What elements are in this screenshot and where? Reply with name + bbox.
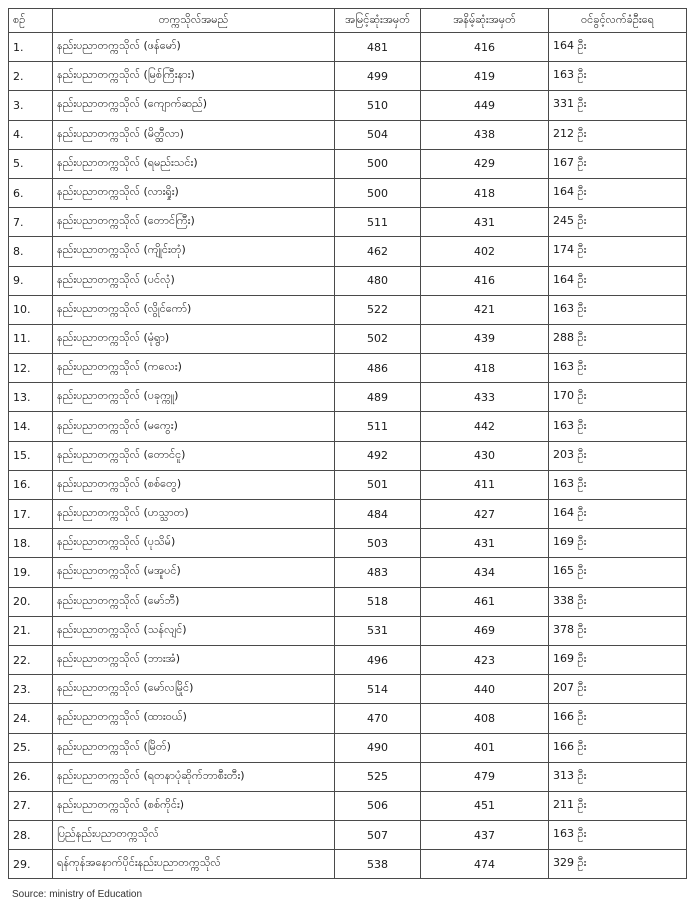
cell-university-name: နည်းပညာတက္ကသိုလ် (ကျောက်ဆည်)	[53, 91, 335, 120]
table-row	[9, 821, 687, 850]
table-row	[9, 237, 687, 266]
table-row	[9, 500, 687, 529]
table-row	[9, 558, 687, 587]
cell-admitted-count: 166 ဦး	[549, 704, 687, 733]
cell-serial: 7.	[9, 208, 53, 237]
cell-admitted-count: 338 ဦး	[549, 587, 687, 616]
table-row	[9, 850, 687, 879]
cell-university-name: နည်းပညာတက္ကသိုလ် (ကလေး)	[53, 354, 335, 383]
table-row	[9, 91, 687, 120]
cell-highest-mark: 483	[335, 558, 421, 587]
cell-lowest-mark: 469	[421, 616, 549, 645]
table-row	[9, 208, 687, 237]
cell-lowest-mark: 434	[421, 558, 549, 587]
cell-admitted-count: 207 ဦး	[549, 675, 687, 704]
cell-lowest-mark: 449	[421, 91, 549, 120]
cell-university-name: နည်းပညာတက္ကသိုလ် (ရမည်းသင်း)	[53, 149, 335, 178]
cell-lowest-mark: 429	[421, 149, 549, 178]
cell-lowest-mark: 430	[421, 441, 549, 470]
cell-serial: 4.	[9, 120, 53, 149]
cell-admitted-count: 163 ဦး	[549, 354, 687, 383]
table-row	[9, 616, 687, 645]
table-row	[9, 354, 687, 383]
header-admitted-count: ဝင်ခွင့်လက်ခံဦးရေ	[549, 9, 687, 33]
cell-admitted-count: 331 ဦး	[549, 91, 687, 120]
table-row	[9, 383, 687, 412]
cell-highest-mark: 484	[335, 500, 421, 529]
table-row	[9, 529, 687, 558]
cell-lowest-mark: 416	[421, 266, 549, 295]
cell-highest-mark: 500	[335, 149, 421, 178]
cell-university-name: နည်းပညာတက္ကသိုလ် (ထားဝယ်)	[53, 704, 335, 733]
table-row	[9, 295, 687, 324]
cell-highest-mark: 538	[335, 850, 421, 879]
cell-highest-mark: 525	[335, 762, 421, 791]
cell-university-name: နည်းပညာတက္ကသိုလ် (တောင်ကြီး)	[53, 208, 335, 237]
cell-highest-mark: 522	[335, 295, 421, 324]
cell-serial: 18.	[9, 529, 53, 558]
cell-lowest-mark: 479	[421, 762, 549, 791]
cell-lowest-mark: 461	[421, 587, 549, 616]
cell-serial: 19.	[9, 558, 53, 587]
table-body	[9, 33, 687, 879]
cell-highest-mark: 501	[335, 470, 421, 499]
cell-highest-mark: 531	[335, 616, 421, 645]
cell-highest-mark: 489	[335, 383, 421, 412]
cell-highest-mark: 507	[335, 821, 421, 850]
cell-lowest-mark: 427	[421, 500, 549, 529]
cell-university-name: နည်းပညာတက္ကသိုလ် (ရတနာပုံဆိုက်ဘာစီးတီး)	[53, 762, 335, 791]
header-row	[9, 9, 687, 33]
cell-lowest-mark: 437	[421, 821, 549, 850]
cell-admitted-count: 166 ဦး	[549, 733, 687, 762]
cell-university-name: နည်းပညာတက္ကသိုလ် (လားရှိုး)	[53, 178, 335, 207]
cell-serial: 3.	[9, 91, 53, 120]
cell-highest-mark: 470	[335, 704, 421, 733]
cell-university-name: နည်းပညာတက္ကသိုလ် (မော်ဘီ)	[53, 587, 335, 616]
header-serial: စဉ်	[9, 9, 53, 33]
cell-highest-mark: 499	[335, 62, 421, 91]
cell-serial: 17.	[9, 500, 53, 529]
cell-highest-mark: 503	[335, 529, 421, 558]
cell-university-name: နည်းပညာတက္ကသိုလ် (ကျိုင်းတုံ)	[53, 237, 335, 266]
cell-admitted-count: 203 ဦး	[549, 441, 687, 470]
cell-admitted-count: 378 ဦး	[549, 616, 687, 645]
cell-university-name: နည်းပညာတက္ကသိုလ် (ဟသ္သာတ)	[53, 500, 335, 529]
cell-serial: 28.	[9, 821, 53, 850]
cell-university-name: ရန်ကုန်အနောက်ပိုင်းနည်းပညာတက္ကသိုလ်	[53, 850, 335, 879]
cell-admitted-count: 170 ဦး	[549, 383, 687, 412]
table-row	[9, 675, 687, 704]
cell-serial: 13.	[9, 383, 53, 412]
table-row	[9, 33, 687, 62]
cell-university-name: နည်းပညာတက္ကသိုလ် (မုံရွာ)	[53, 324, 335, 353]
cell-university-name: နည်းပညာတက္ကသိုလ် (မြိတ်)	[53, 733, 335, 762]
cell-highest-mark: 511	[335, 412, 421, 441]
cell-admitted-count: 288 ဦး	[549, 324, 687, 353]
cell-admitted-count: 165 ဦး	[549, 558, 687, 587]
cell-lowest-mark: 474	[421, 850, 549, 879]
cell-lowest-mark: 433	[421, 383, 549, 412]
cell-university-name: နည်းပညာတက္ကသိုလ် (လွိုင်ကော်)	[53, 295, 335, 324]
cell-admitted-count: 163 ဦး	[549, 821, 687, 850]
cell-serial: 29.	[9, 850, 53, 879]
cell-serial: 12.	[9, 354, 53, 383]
table-row	[9, 266, 687, 295]
table-row	[9, 149, 687, 178]
cell-lowest-mark: 431	[421, 529, 549, 558]
cell-lowest-mark: 438	[421, 120, 549, 149]
cell-admitted-count: 163 ဦး	[549, 470, 687, 499]
cell-lowest-mark: 418	[421, 178, 549, 207]
cell-university-name: နည်းပညာတက္ကသိုလ် (သန်လျင်)	[53, 616, 335, 645]
table-row	[9, 791, 687, 820]
cell-university-name: နည်းပညာတက္ကသိုလ် (စစ်တွေ)	[53, 470, 335, 499]
table-row	[9, 645, 687, 674]
cell-university-name: နည်းပညာတက္ကသိုလ် (တောင်ငူ)	[53, 441, 335, 470]
cell-admitted-count: 164 ဦး	[549, 500, 687, 529]
cell-highest-mark: 481	[335, 33, 421, 62]
cell-serial: 14.	[9, 412, 53, 441]
cell-serial: 11.	[9, 324, 53, 353]
cell-serial: 21.	[9, 616, 53, 645]
cell-lowest-mark: 416	[421, 33, 549, 62]
table-row	[9, 733, 687, 762]
cell-lowest-mark: 431	[421, 208, 549, 237]
cell-university-name: နည်းပညာတက္ကသိုလ် (မအူပင်)	[53, 558, 335, 587]
cell-university-name: နည်းပညာတက္ကသိုလ် (မြစ်ကြီးနား)	[53, 62, 335, 91]
cell-serial: 10.	[9, 295, 53, 324]
cell-admitted-count: 164 ဦး	[549, 178, 687, 207]
cell-highest-mark: 510	[335, 91, 421, 120]
table-row	[9, 178, 687, 207]
table-row	[9, 704, 687, 733]
table-row	[9, 587, 687, 616]
cell-lowest-mark: 451	[421, 791, 549, 820]
cell-admitted-count: 167 ဦး	[549, 149, 687, 178]
cell-admitted-count: 313 ဦး	[549, 762, 687, 791]
cell-highest-mark: 496	[335, 645, 421, 674]
cell-university-name: နည်းပညာတက္ကသိုလ် (ပုသိမ်)	[53, 529, 335, 558]
cell-university-name: နည်းပညာတက္ကသိုလ် (ဘားအံ)	[53, 645, 335, 674]
cell-admitted-count: 163 ဦး	[549, 295, 687, 324]
admission-table	[8, 8, 687, 879]
cell-highest-mark: 502	[335, 324, 421, 353]
cell-lowest-mark: 401	[421, 733, 549, 762]
cell-serial: 20.	[9, 587, 53, 616]
cell-lowest-mark: 418	[421, 354, 549, 383]
cell-serial: 2.	[9, 62, 53, 91]
cell-admitted-count: 245 ဦး	[549, 208, 687, 237]
cell-admitted-count: 211 ဦး	[549, 791, 687, 820]
cell-highest-mark: 500	[335, 178, 421, 207]
cell-serial: 6.	[9, 178, 53, 207]
cell-lowest-mark: 423	[421, 645, 549, 674]
cell-serial: 26.	[9, 762, 53, 791]
cell-serial: 15.	[9, 441, 53, 470]
table-row	[9, 62, 687, 91]
cell-university-name: နည်းပညာတက္ကသိုလ် (ပခုက္ကူ)	[53, 383, 335, 412]
cell-serial: 27.	[9, 791, 53, 820]
cell-serial: 22.	[9, 645, 53, 674]
cell-highest-mark: 480	[335, 266, 421, 295]
table-row	[9, 412, 687, 441]
cell-university-name: နည်းပညာတက္ကသိုလ် (ပင်လုံ)	[53, 266, 335, 295]
cell-admitted-count: 164 ဦး	[549, 266, 687, 295]
table-header	[9, 9, 687, 33]
table-row	[9, 762, 687, 791]
cell-highest-mark: 492	[335, 441, 421, 470]
cell-highest-mark: 514	[335, 675, 421, 704]
cell-serial: 5.	[9, 149, 53, 178]
cell-serial: 23.	[9, 675, 53, 704]
table-row	[9, 120, 687, 149]
table-row	[9, 441, 687, 470]
cell-highest-mark: 504	[335, 120, 421, 149]
cell-highest-mark: 490	[335, 733, 421, 762]
cell-admitted-count: 163 ဦး	[549, 62, 687, 91]
cell-lowest-mark: 411	[421, 470, 549, 499]
cell-admitted-count: 329 ဦး	[549, 850, 687, 879]
cell-lowest-mark: 402	[421, 237, 549, 266]
cell-admitted-count: 174 ဦး	[549, 237, 687, 266]
cell-lowest-mark: 419	[421, 62, 549, 91]
cell-lowest-mark: 421	[421, 295, 549, 324]
cell-serial: 8.	[9, 237, 53, 266]
cell-university-name: နည်းပညာတက္ကသိုလ် (မော်လမြိုင်)	[53, 675, 335, 704]
cell-serial: 1.	[9, 33, 53, 62]
cell-highest-mark: 462	[335, 237, 421, 266]
cell-lowest-mark: 408	[421, 704, 549, 733]
cell-serial: 16.	[9, 470, 53, 499]
cell-lowest-mark: 439	[421, 324, 549, 353]
header-highest-mark: အမြင့်ဆုံးအမှတ်	[335, 9, 421, 33]
cell-admitted-count: 169 ဦး	[549, 529, 687, 558]
header-university-name: တက္ကသိုလ်အမည်	[53, 9, 335, 33]
table-row	[9, 324, 687, 353]
source-note: Source: ministry of Education	[12, 889, 143, 900]
cell-university-name: ပြည်နည်းပညာတက္ကသိုလ်	[53, 821, 335, 850]
cell-admitted-count: 169 ဦး	[549, 645, 687, 674]
cell-university-name: နည်းပညာတက္ကသိုလ် (မိတ္ထီလာ)	[53, 120, 335, 149]
cell-serial: 24.	[9, 704, 53, 733]
table-row	[9, 470, 687, 499]
cell-highest-mark: 511	[335, 208, 421, 237]
header-lowest-mark: အနိမ့်ဆုံးအမှတ်	[421, 9, 549, 33]
cell-university-name: နည်းပညာတက္ကသိုလ် (စစ်ကိုင်း)	[53, 791, 335, 820]
cell-highest-mark: 486	[335, 354, 421, 383]
cell-university-name: နည်းပညာတက္ကသိုလ် (ဖန်မော်)	[53, 33, 335, 62]
cell-admitted-count: 163 ဦး	[549, 412, 687, 441]
cell-serial: 9.	[9, 266, 53, 295]
cell-admitted-count: 212 ဦး	[549, 120, 687, 149]
cell-lowest-mark: 442	[421, 412, 549, 441]
cell-serial: 25.	[9, 733, 53, 762]
cell-lowest-mark: 440	[421, 675, 549, 704]
cell-university-name: နည်းပညာတက္ကသိုလ် (မကွေး)	[53, 412, 335, 441]
cell-highest-mark: 518	[335, 587, 421, 616]
cell-highest-mark: 506	[335, 791, 421, 820]
cell-admitted-count: 164 ဦး	[549, 33, 687, 62]
